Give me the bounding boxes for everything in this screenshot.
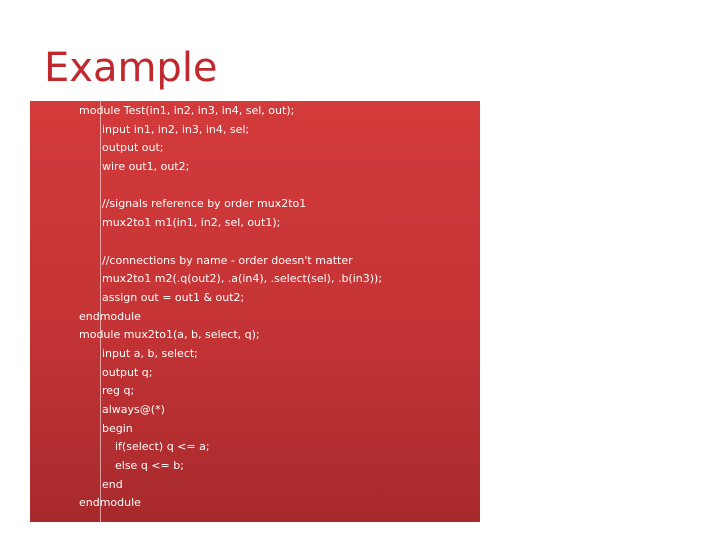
code-line-3: output out;: [102, 141, 164, 155]
code-line-14: input a, b, select;: [102, 346, 198, 360]
code-line-9: //connections by name - order doesn't matter: [102, 253, 353, 267]
code-line-16: reg q;: [102, 384, 135, 398]
code-line-5: [30, 177, 480, 196]
code-line-22: endmodule: [79, 496, 141, 510]
code-block: [30, 102, 480, 513]
code-line-7: mux2to1 m1(in1, in2, sel, out1);: [102, 216, 281, 230]
code-line-2: input in1, in2, in3, in4, sel;: [102, 122, 250, 136]
code-line-4: wire out1, out2;: [102, 160, 190, 174]
code-line-12: endmodule: [79, 309, 141, 323]
code-line-10: mux2to1 m2(.q(out2), .a(in4), .select(sel), .b(in3));: [102, 272, 383, 286]
code-line-11: assign out = out1 & out2;: [102, 290, 245, 304]
code-line-21: end: [102, 477, 123, 491]
slide-title: Example: [44, 45, 218, 91]
code-line-1: module Test(in1, in2, in3, in4, sel, out);: [79, 104, 295, 117]
code-line-18: begin: [102, 421, 133, 435]
code-line-13: module mux2to1(a, b, select, q);: [79, 328, 260, 342]
code-panel: [30, 101, 480, 522]
code-line-15: output q;: [102, 365, 153, 379]
code-line-6: //signals reference by order mux2to1: [102, 197, 307, 211]
code-line-17: always@(*): [102, 403, 165, 416]
code-line-8: [30, 233, 480, 252]
code-line-19: if(select) q <= a;: [115, 440, 210, 454]
code-line-20: else q <= b;: [115, 459, 184, 473]
